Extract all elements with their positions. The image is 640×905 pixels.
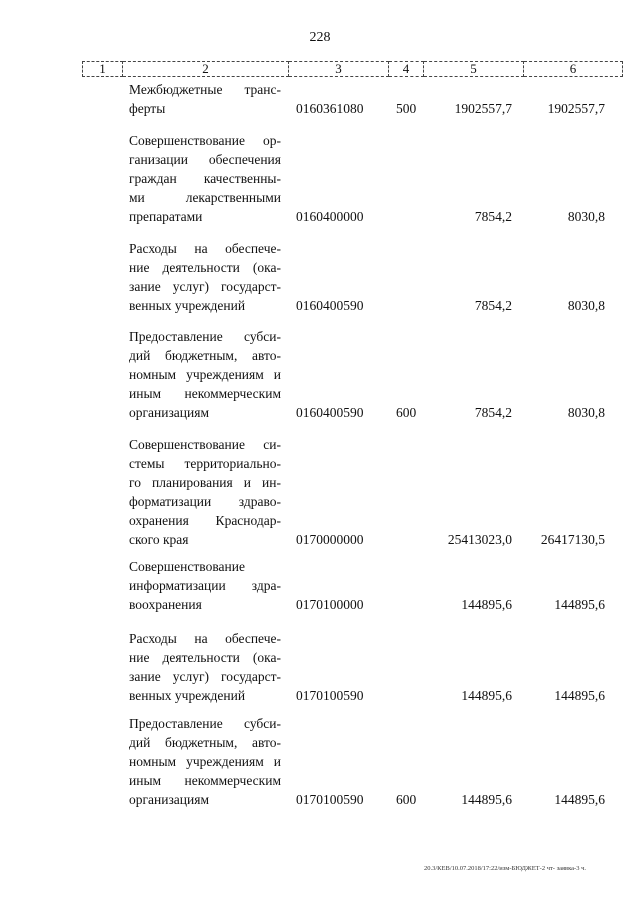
column-header-6: 6 [524,62,623,77]
row-description [129,239,281,315]
description-line: Совершенствование [129,559,245,574]
description-line: иным некоммерческим [129,773,281,788]
amount-col6: 144895,6 [554,597,605,612]
row-description [129,629,281,705]
description-line: ферты [129,101,166,116]
amount-col5: 1902557,7 [454,101,512,116]
column-header-row [82,61,623,77]
row-description [129,327,281,422]
description-line: Предоставление субси- [129,329,281,344]
description-line: Расходы на обеспече- [129,241,281,256]
amount-col6: 8030,8 [567,298,605,313]
description-line: Совершенствование ор- [129,133,281,148]
description-line: форматизации здраво- [129,494,281,509]
column-header-1: 1 [83,62,123,77]
description-line: номным учреждениям и [129,754,281,769]
target-code: 0160400590 [296,298,364,313]
description-line: организациям [129,405,210,420]
description-line: стемы территориально- [129,456,281,471]
target-code: 0170100590 [296,792,364,807]
target-code: 0170000000 [296,532,364,547]
description-line: номным учреждениям и [129,367,281,382]
description-line: Расходы на обеспече- [129,631,281,646]
target-code: 0160400590 [296,405,364,420]
description-line: дий бюджетным, авто- [129,348,281,363]
amount-col5: 144895,6 [461,792,512,807]
description-line: граждан качественны- [129,171,281,186]
amount-col6: 8030,8 [567,405,605,420]
amount-col6: 144895,6 [554,688,605,703]
amount-col5: 144895,6 [461,688,512,703]
column-header-2: 2 [123,62,289,77]
description-line: охранения Краснодар- [129,513,281,528]
expense-type: 600 [396,405,417,420]
description-line: Предоставление субси- [129,716,281,731]
row-description [129,131,281,226]
row-description [129,80,281,118]
description-line: воохранения [129,597,202,612]
page-number: 228 [309,30,331,45]
amount-col5: 7854,2 [474,209,512,224]
description-line: ганизации обеспечения [129,152,281,167]
amount-col5: 144895,6 [461,597,512,612]
target-code: 0160361080 [296,101,364,116]
description-line: организациям [129,792,210,807]
description-line: Межбюджетные транс- [129,82,281,97]
description-line: ского края [129,532,189,547]
amount-col6: 1902557,7 [547,101,605,116]
target-code: 0170100000 [296,597,364,612]
description-line: зание услуг) государст- [129,669,281,684]
column-header-5: 5 [424,62,524,77]
description-line: дий бюджетным, авто- [129,735,281,750]
amount-col6: 26417130,5 [540,532,605,547]
expense-type: 500 [396,101,417,116]
expense-type: 600 [396,792,417,807]
amount-col5: 7854,2 [474,298,512,313]
target-code: 0170100590 [296,688,364,703]
amount-col5: 25413023,0 [447,532,512,547]
description-line: венных учреждений [129,688,246,703]
description-line: информатизации здра- [129,578,281,593]
column-header-4: 4 [389,62,424,77]
column-header-3: 3 [289,62,389,77]
description-line: иным некоммерческим [129,386,281,401]
description-line: ние деятельности (ока- [129,260,281,275]
amount-col6: 144895,6 [554,792,605,807]
row-description [129,557,281,614]
footer-stamp: 20.3/КЕВ/10.07.2018/17:22/изм-БЮДЖЕТ-2 чт- заявка-3 ч. [424,865,586,872]
description-line: го планирования и ин- [129,475,281,490]
description-line: зание услуг) государст- [129,279,281,294]
description-line: ние деятельности (ока- [129,650,281,665]
amount-col6: 8030,8 [567,209,605,224]
row-description [129,714,281,809]
description-line: препаратами [129,209,203,224]
description-line: Совершенствование си- [129,437,281,452]
amount-col5: 7854,2 [474,405,512,420]
target-code: 0160400000 [296,209,364,224]
row-description [129,435,281,549]
description-line: ми лекарственными [129,190,281,205]
description-line: венных учреждений [129,298,246,313]
